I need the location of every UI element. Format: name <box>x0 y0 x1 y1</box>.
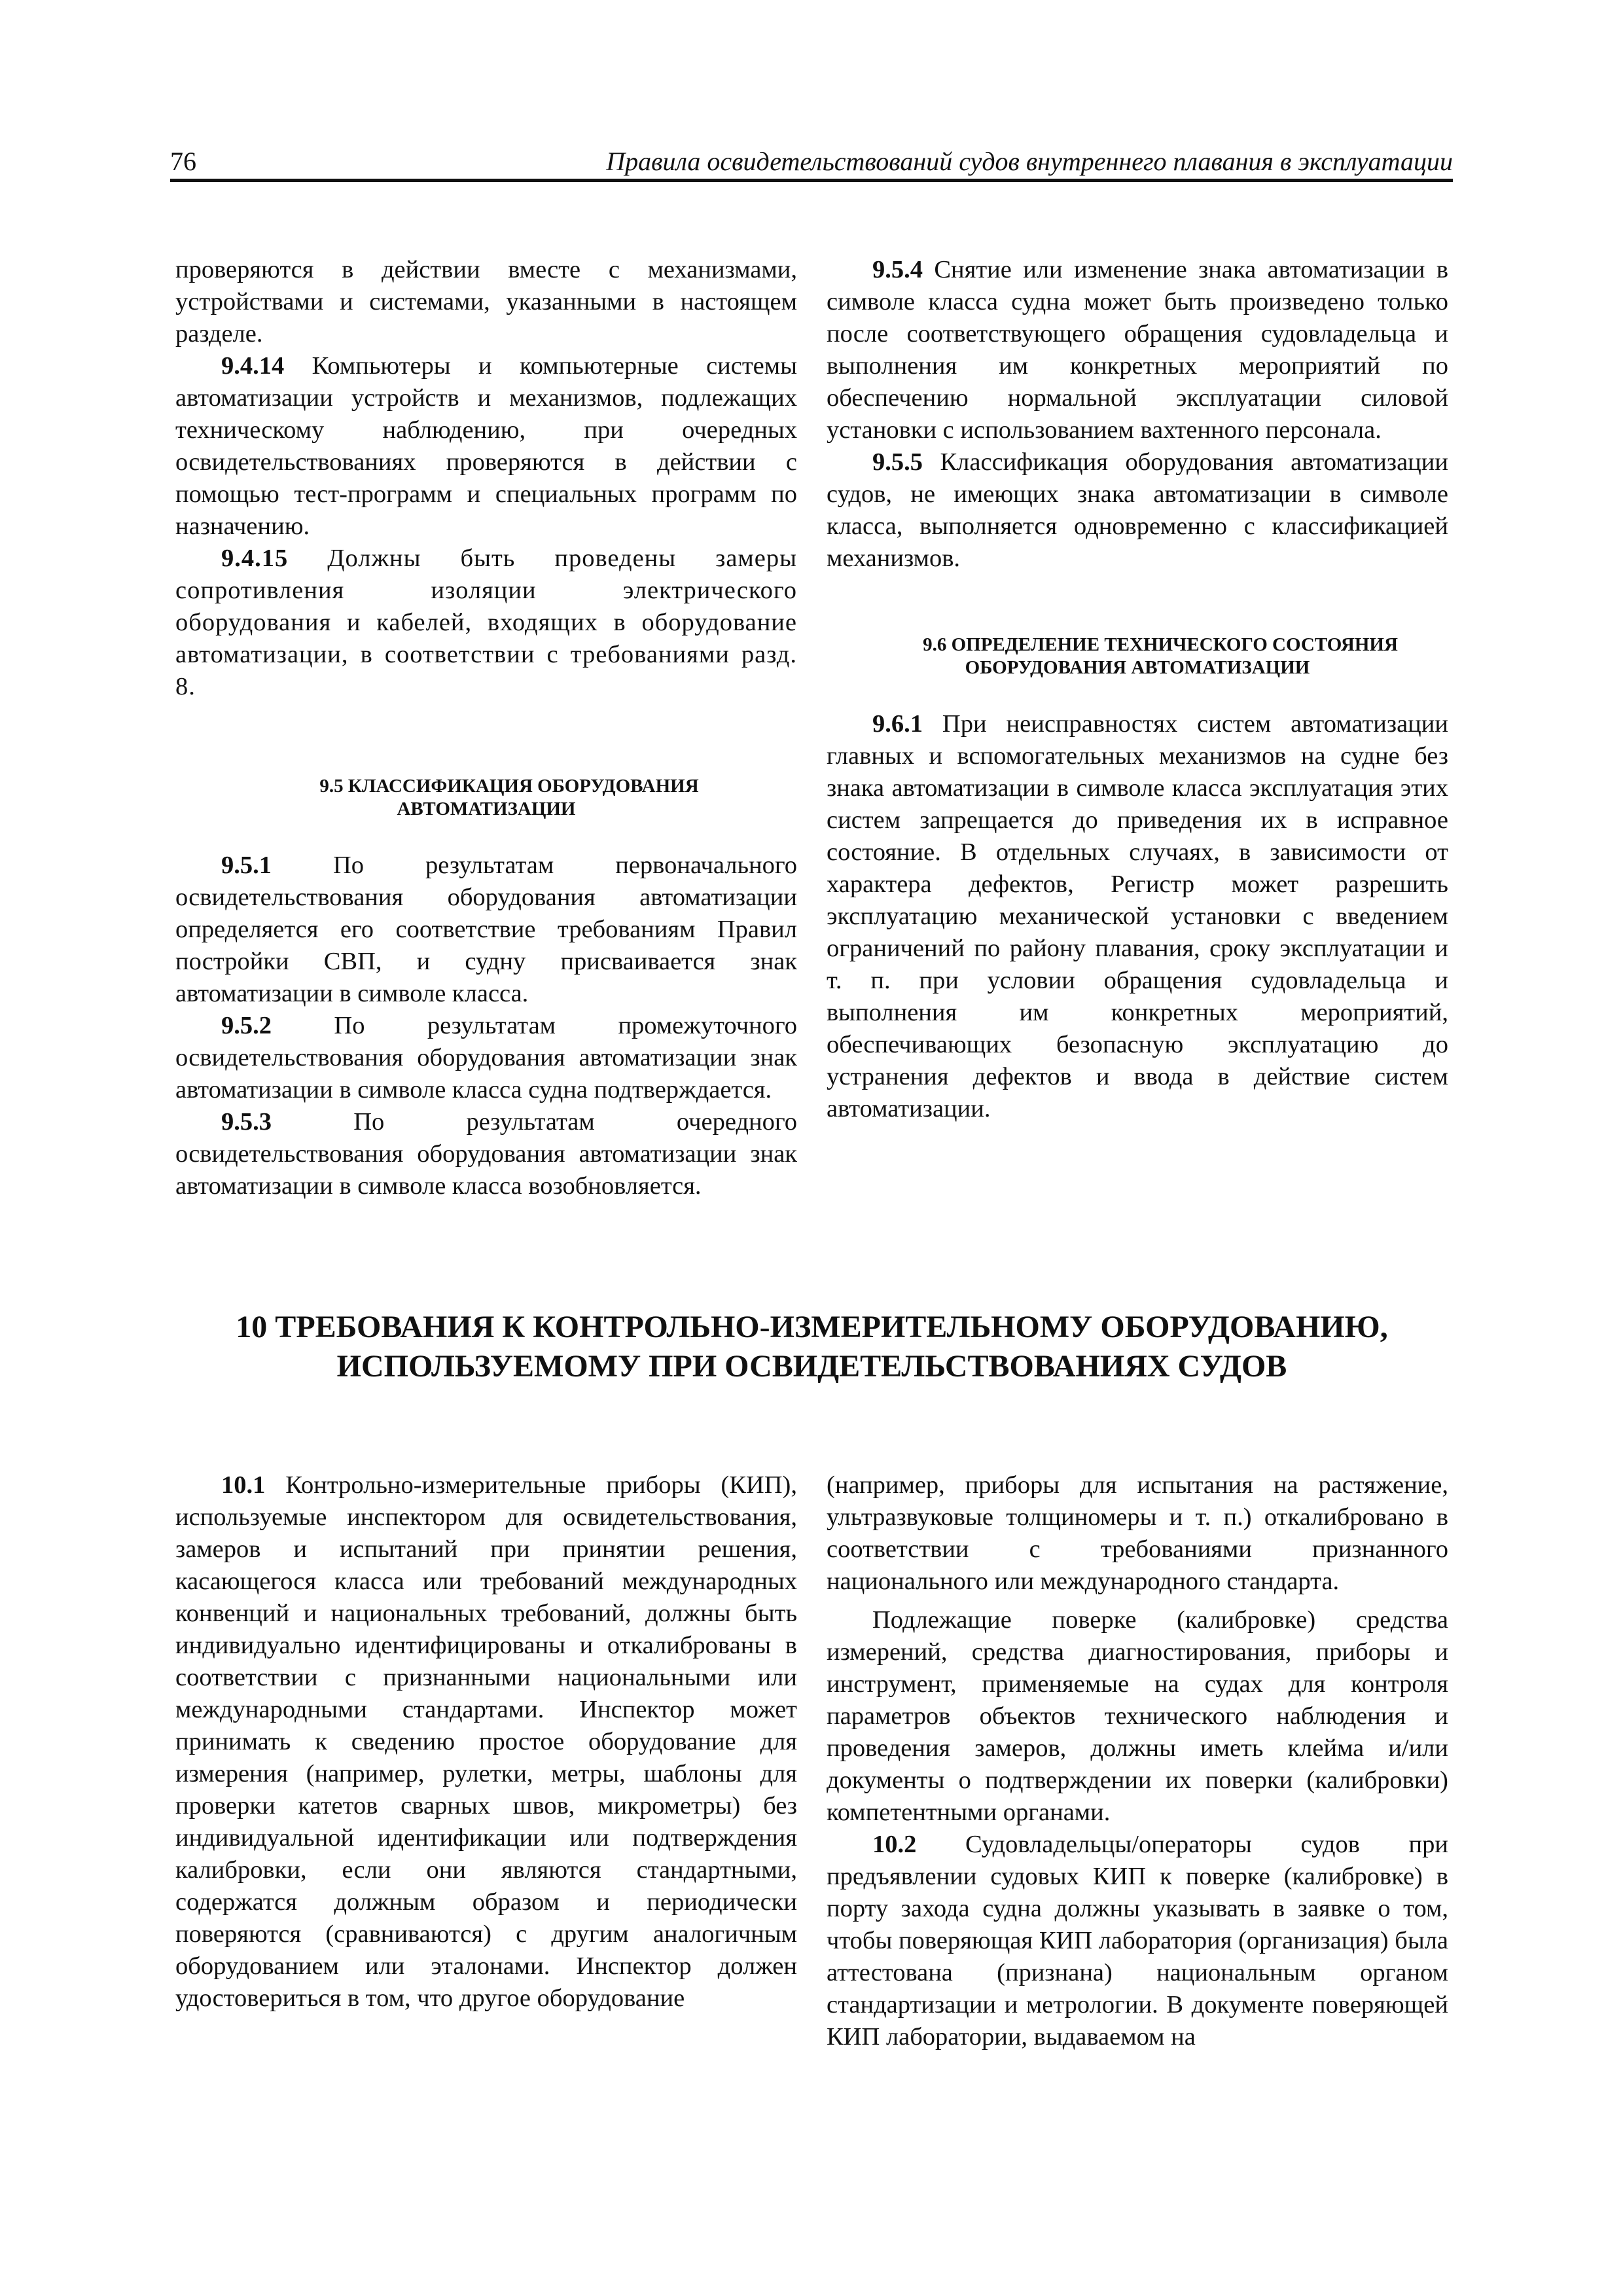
paragraph-text: Судовладельцы/операторы судов при предъявлении судовых КИП к поверке (калибровке) в порту захода судна должны указывать в заявке о том, чтобы поверяющая КИП лаборатория (организация) была аттестована (признана) национальным органом стандартизации и метрологии. В документе поверяющей КИП лаборатории, выдаваемом на <box>827 1831 1448 2051</box>
chapter-title-line: 10 ТРЕБОВАНИЯ К КОНТРОЛЬНО-ИЗМЕРИТЕЛЬНОМУ ОБОРУДОВАНИЮ, <box>236 1310 1388 1344</box>
page-number: 76 <box>170 147 196 176</box>
paragraph-text: По результатам первоначального освидетельствования оборудования автоматизации определяется его соответствие требованиям Правил постройки СВП, и судну присваивается знак автоматизации в символе класса. <box>175 852 797 1007</box>
paragraph-text: По результатам очередного освидетельствования оборудования автоматизации знак автоматизации в символе класса возобновляется. <box>175 1108 797 1200</box>
paragraph-number: 9.4.14 <box>221 352 285 380</box>
page-header <box>170 145 1453 182</box>
paragraph-continuation: (например, приборы для испытания на растяжение, ультразвуковые толщиномеры и т. п.) откалибровано в соответствии с требованиями признанного национального или международного стандарта. <box>827 1471 1448 1595</box>
running-title: Правила освидетельствований судов внутреннего плавания в эксплуатации <box>606 147 1453 176</box>
heading-line: АВТОМАТИЗАЦИИ <box>397 798 576 819</box>
paragraph-9-5-2 <box>175 1010 797 1106</box>
paragraph-number: 9.5.1 <box>221 852 272 879</box>
heading-line: ОБОРУДОВАНИЯ АВТОМАТИЗАЦИИ <box>965 657 1310 678</box>
chapter-title-line: ИСПОЛЬЗУЕМОМУ ПРИ ОСВИДЕТЕЛЬСТВОВАНИЯХ СУДОВ <box>336 1349 1287 1384</box>
section-heading-9-6 <box>827 634 1448 679</box>
column-right-top <box>827 254 1448 1125</box>
paragraph-9-6-1 <box>827 708 1448 1125</box>
paragraph-9-5-1 <box>175 850 797 1010</box>
heading-line: 9.6 ОПРЕДЕЛЕНИЕ ТЕХНИЧЕСКОГО СОСТОЯНИЯ <box>923 634 1398 655</box>
paragraph-number: 10.1 <box>221 1471 266 1499</box>
paragraph-text: Снятие или изменение знака автоматизации в символе класса судна может быть произведено только после соответствующего обращения судовладельца и выполнения им конкретных мероприятий по обеспечению нормальной эксплуатации силовой установки с использованием вахтенного персонала. <box>827 256 1448 444</box>
paragraph-text: Контрольно-измерительные приборы (КИП), используемые инспектором для освидетельствования, замеров и испытаний при принятии решения, касающегося класса или требований международных конвенций и национальных требований, должны быть индивидуально идентифицированы и откалиброваны в соответствии с признанными национальными или международными стандартами. Инспектор может принимать к сведению простое оборудование для измерения (например, рулетки, метры, шаблоны для проверки катетов сварных швов, микрометры) без индивидуальной идентификации или подтверждения калибровки, если они являются стандартными, содержатся должным образом и периодически поверяются (сравниваются) с другим аналогичным оборудованием или эталонами. Инспектор должен удостовериться в том, что другое оборудование <box>175 1471 797 2012</box>
paragraph-9-5-3 <box>175 1106 797 1202</box>
paragraph-number: 9.5.4 <box>872 256 923 283</box>
column-right-bottom <box>827 1469 1448 2053</box>
paragraph-number: 9.6.1 <box>872 710 923 738</box>
heading-line: 9.5 КЛАССИФИКАЦИЯ ОБОРУДОВАНИЯ <box>319 776 699 797</box>
paragraph-9-5-5 <box>827 446 1448 575</box>
paragraph-text: Компьютеры и компьютерные системы автоматизации устройств и механизмов, подлежащих техническому наблюдению, при очередных освидетельствованиях проверяются в действии с помощью тест-программ и специальных программ по назначению. <box>175 352 797 540</box>
paragraph-text: По результатам промежуточного освидетельствования оборудования автоматизации знак автоматизации в символе класса судна подтверждается. <box>175 1012 797 1103</box>
column-left-top <box>175 254 797 1202</box>
paragraph-9-5-4 <box>827 254 1448 446</box>
paragraph-10-1 <box>175 1469 797 2015</box>
column-left-bottom <box>175 1469 797 2015</box>
paragraph-number: 9.4.15 <box>221 545 289 572</box>
paragraph-text: Должны быть проведены замеры сопротивления изоляции электрического оборудования и кабелей, входящих в оборудование автоматизации, в соответствии с требованиями разд. 8. <box>175 545 797 700</box>
paragraph-number: 9.5.2 <box>221 1012 272 1039</box>
paragraph-10-2 <box>827 1829 1448 2053</box>
paragraph-text: Классификация оборудования автоматизации судов, не имеющих знака автоматизации в символе класса, выполняется одновременно с классификацией механизмов. <box>827 448 1448 572</box>
paragraph-9-4-15 <box>175 543 797 703</box>
paragraph-number: 10.2 <box>872 1831 917 1858</box>
paragraph-number: 9.5.5 <box>872 448 923 476</box>
section-heading-9-5 <box>175 775 797 821</box>
paragraph-calibration: Подлежащие поверке (калибровке) средства измерений, средства диагностирования, приборы и инструмент, применяемые на судах для контроля параметров объектов технического наблюдения и проведения замеров, должны иметь клейма и/или документы о подтверждении их поверки (калибровки) компетентными органами. <box>827 1606 1448 1826</box>
paragraph-number: 9.5.3 <box>221 1108 272 1136</box>
paragraph-text: При неисправностях систем автоматизации главных и вспомогательных механизмов на судне без знака автоматизации в символе класса эксплуатация этих систем запрещается до приведения их в исправное состояние. В отдельных случаях, в зависимости от характера дефектов, Регистр может разрешить эксплуатацию механической установки с введением ограничений по району плавания, сроку эксплуатации и т. п. при условии обращения судовладельца и выполнения им конкретных мероприятий, обеспечивающих безопасную эксплуатацию до устранения дефектов и ввода в действие систем автоматизации. <box>827 710 1448 1122</box>
paragraph-continuation: проверяются в действии вместе с механизмами, устройствами и системами, указанными в настоящем разделе. <box>175 256 797 348</box>
chapter-title <box>175 1308 1448 1386</box>
header-rule <box>170 179 1453 182</box>
paragraph-9-4-14 <box>175 350 797 543</box>
